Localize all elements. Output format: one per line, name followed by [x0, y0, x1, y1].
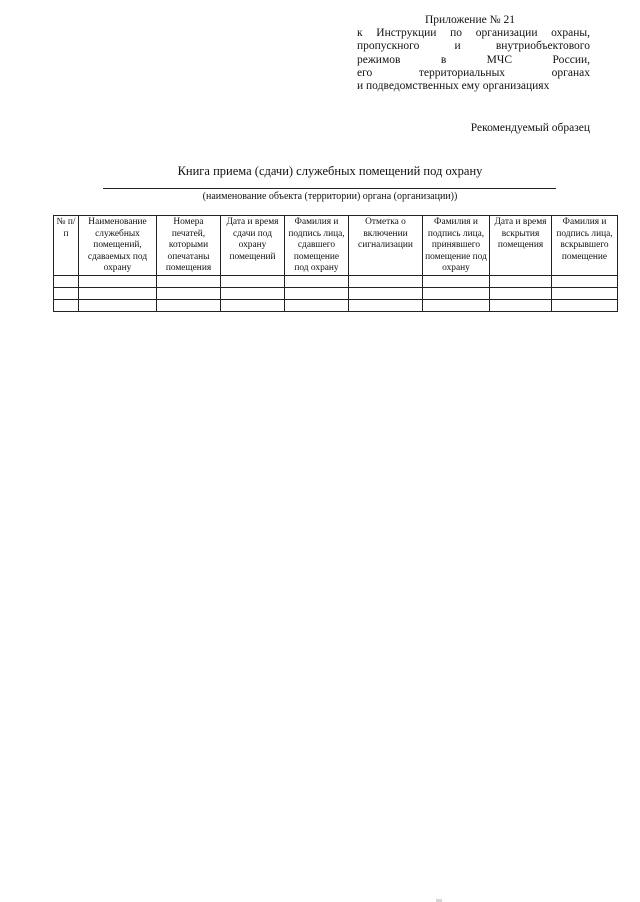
table-cell: [221, 287, 285, 299]
table-cell: [79, 275, 157, 287]
table-cell: [221, 275, 285, 287]
column-header-room-name: Наименование служебных помещений, сдаваемых под охрану: [79, 216, 157, 276]
column-header-alarm-mark: Отметка о включении сигнализации: [349, 216, 423, 276]
table-cell: [79, 299, 157, 311]
table-row: [54, 299, 618, 311]
sample-note: Рекомендуемый образец: [470, 122, 590, 134]
table-cell: [79, 287, 157, 299]
table-cell: [54, 287, 79, 299]
table-cell: [157, 287, 221, 299]
table-row: [54, 287, 618, 299]
table-cell: [285, 287, 349, 299]
object-name-blank-line: [103, 188, 556, 189]
table-cell: [552, 275, 618, 287]
column-header-opened-by: Фамилия и подпись лица, вскрывшего помещение: [552, 216, 618, 276]
table-cell: [423, 287, 490, 299]
table-cell: [423, 299, 490, 311]
table-cell: [349, 275, 423, 287]
document-title: Книга приема (сдачи) служебных помещений под охрану: [177, 164, 483, 178]
table-cell: [221, 299, 285, 311]
table-cell: [349, 287, 423, 299]
table-cell: [157, 299, 221, 311]
table-header-row: [54, 216, 618, 276]
appendix-block: [357, 14, 590, 93]
table-cell: [423, 275, 490, 287]
column-header-number: № п/п: [54, 216, 79, 276]
appendix-line: его территориальных органах: [357, 66, 590, 79]
table-cell: [349, 299, 423, 311]
appendix-line: и подведомственных ему организациях: [357, 80, 550, 93]
table-cell: [157, 275, 221, 287]
table-cell: [285, 275, 349, 287]
column-header-opening-datetime: Дата и время вскрытия помещения: [490, 216, 552, 276]
table-row: [54, 275, 618, 287]
column-header-seal-numbers: Номера печатей, которыми опечатаны помещения: [157, 216, 221, 276]
table-cell: [552, 299, 618, 311]
object-name-caption: (наименование объекта (территории) органа (организации)): [202, 191, 458, 202]
appendix-number: Приложение № 21: [425, 14, 515, 26]
appendix-line: пропускного и внутриобъектового: [357, 40, 590, 53]
appendix-line: к Инструкции по организации охраны,: [357, 27, 590, 40]
appendix-line: режимов в МЧС России,: [357, 53, 590, 66]
table-cell: [552, 287, 618, 299]
column-header-accepted-by: Фамилия и подпись лица, принявшего помещение под охрану: [423, 216, 490, 276]
reception-log-table: [53, 215, 618, 312]
table-cell: [54, 275, 79, 287]
table-cell: [54, 299, 79, 311]
table-cell: [490, 287, 552, 299]
column-header-handed-over-by: Фамилия и подпись лица, сдавшего помещение под охрану: [285, 216, 349, 276]
table-cell: [490, 275, 552, 287]
table-cell: [285, 299, 349, 311]
column-header-handover-datetime: Дата и время сдачи под охрану помещений: [221, 216, 285, 276]
table-cell: [490, 299, 552, 311]
